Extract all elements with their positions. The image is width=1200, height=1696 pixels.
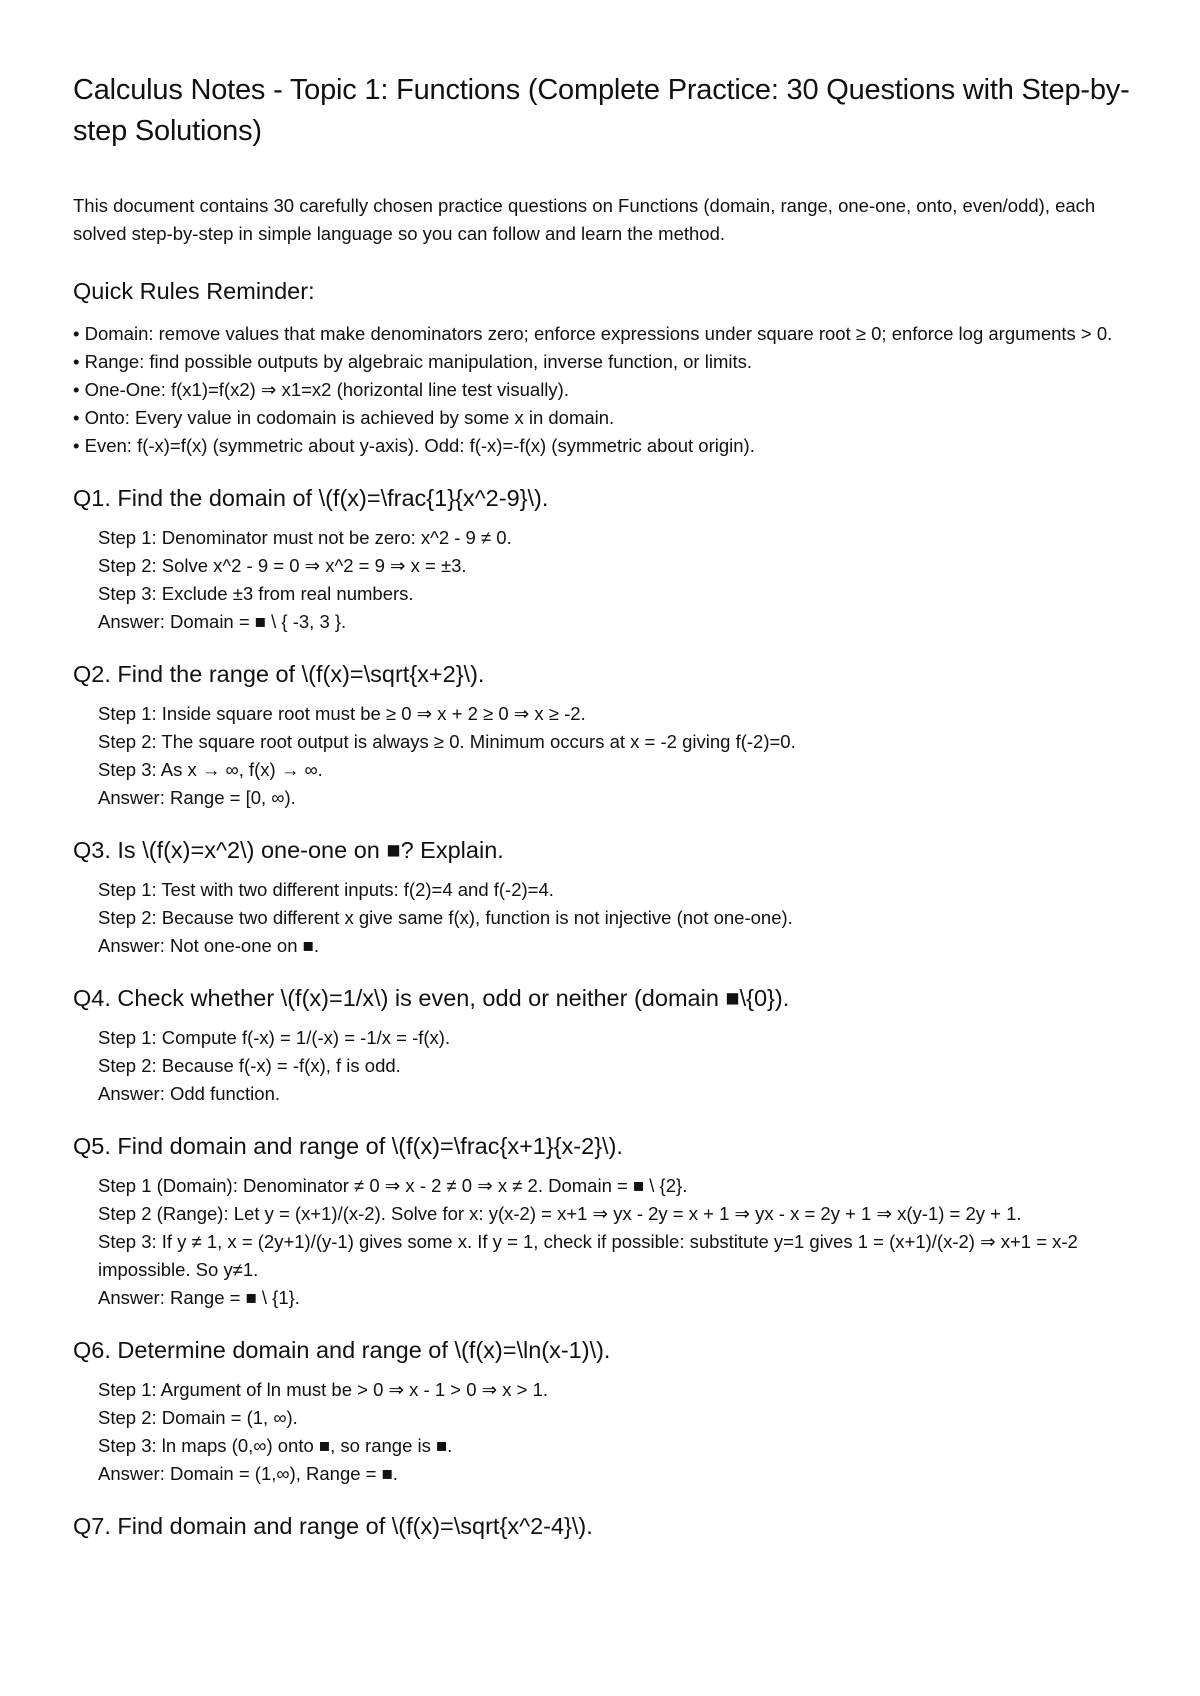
solution-step: Step 3: If y ≠ 1, x = (2y+1)/(y-1) gives some x. If y = 1, check if possible: substitute y=1 gives 1 = (x+1)/(x-2) ⇒ x+1 = x-2 impossible. So y≠1. [98, 1231, 1078, 1280]
question-title: Q3. Is \(f(x)=x^2\) one-one on ■? Explain. [73, 837, 504, 863]
solution-step: Step 1: Argument of ln must be > 0 ⇒ x - 1 > 0 ⇒ x > 1. [98, 1379, 549, 1400]
solution-step: Step 2: The square root output is always ≥ 0. Minimum occurs at x = -2 giving f(-2)=0. [98, 731, 796, 752]
solution-step: Step 2: Because two different x give same f(x), function is not injective (not one-one). [98, 907, 793, 928]
solution-answer: Answer: Domain = ■ \ { -3, 3 }. [98, 611, 347, 632]
solution-answer: Answer: Domain = (1,∞), Range = ■. [98, 1463, 398, 1484]
solution-step: Step 3: ln maps (0,∞) onto ■, so range is ■. [98, 1435, 453, 1456]
rule-item-domain: • Domain: remove values that make denominators zero; enforce expressions under square root ≥ 0; enforce log arguments > 0. [73, 323, 1113, 344]
solution-steps [73, 1376, 1134, 1488]
rule-item-one-one: • One-One: f(x1)=f(x2) ⇒ x1=x2 (horizontal line test visually). [73, 379, 569, 400]
solution-answer: Answer: Not one-one on ■. [98, 935, 319, 956]
solution-step: Step 2: Solve x^2 - 9 = 0 ⇒ x^2 = 9 ⇒ x = ±3. [98, 555, 467, 576]
solution-step: Step 1 (Domain): Denominator ≠ 0 ⇒ x - 2 ≠ 0 ⇒ x ≠ 2. Domain = ■ \ {2}. [98, 1175, 688, 1196]
solution-step: Step 2: Domain = (1, ∞). [98, 1407, 298, 1428]
question-1 [73, 483, 1134, 636]
question-title: Q1. Find the domain of \(f(x)=\frac{1}{x^2-9}\). [73, 485, 549, 511]
rule-item-onto: • Onto: Every value in codomain is achieved by some x in domain. [73, 407, 615, 428]
question-7 [73, 1511, 1134, 1541]
solution-step: Step 2 (Range): Let y = (x+1)/(x-2). Solve for x: y(x-2) = x+1 ⇒ yx - 2y = x + 1 ⇒ yx - x = 2y + 1 ⇒ x(y-1) = 2y + 1. [98, 1203, 1022, 1224]
solution-step: Step 2: Because f(-x) = -f(x), f is odd. [98, 1055, 401, 1076]
solution-step: Step 1: Denominator must not be zero: x^2 - 9 ≠ 0. [98, 527, 512, 548]
solution-steps [73, 876, 1134, 960]
solution-answer: Answer: Range = [0, ∞). [98, 787, 296, 808]
solution-steps [73, 1172, 1134, 1312]
solution-steps [73, 524, 1134, 636]
intro-paragraph: This document contains 30 carefully chosen practice questions on Functions (domain, range, one-one, onto, even/odd), each solved step-by-step in simple language so you can follow and learn the method. [73, 195, 1096, 244]
solution-steps [73, 700, 1134, 812]
question-2 [73, 659, 1134, 812]
question-6 [73, 1335, 1134, 1488]
question-5 [73, 1131, 1134, 1312]
question-title: Q7. Find domain and range of \(f(x)=\sqrt{x^2-4}\). [73, 1513, 593, 1539]
rule-item-even-odd: • Even: f(-x)=f(x) (symmetric about y-axis). Odd: f(-x)=-f(x) (symmetric about origin). [73, 435, 755, 456]
question-title: Q4. Check whether \(f(x)=1/x\) is even, odd or neither (domain ■\{0}). [73, 985, 790, 1011]
question-title: Q2. Find the range of \(f(x)=\sqrt{x+2}\). [73, 661, 485, 687]
document-title: Calculus Notes - Topic 1: Functions (Complete Practice: 30 Questions with Step-by-step Solutions) [73, 74, 1130, 147]
solution-answer: Answer: Range = ■ \ {1}. [98, 1287, 300, 1308]
solution-step: Step 3: As x → ∞, f(x) → ∞. [98, 759, 323, 780]
rules-list [73, 320, 1134, 460]
question-3 [73, 835, 1134, 960]
question-4 [73, 983, 1134, 1108]
rules-heading: Quick Rules Reminder: [73, 278, 315, 304]
solution-answer: Answer: Odd function. [98, 1083, 281, 1104]
rule-item-range: • Range: find possible outputs by algebraic manipulation, inverse function, or limits. [73, 351, 753, 372]
solution-step: Step 1: Test with two different inputs: f(2)=4 and f(-2)=4. [98, 879, 554, 900]
solution-step: Step 1: Inside square root must be ≥ 0 ⇒ x + 2 ≥ 0 ⇒ x ≥ -2. [98, 703, 586, 724]
solution-step: Step 1: Compute f(-x) = 1/(-x) = -1/x = -f(x). [98, 1027, 451, 1048]
solution-steps [73, 1024, 1134, 1108]
solution-step: Step 3: Exclude ±3 from real numbers. [98, 583, 414, 604]
question-title: Q5. Find domain and range of \(f(x)=\frac{x+1}{x-2}\). [73, 1133, 623, 1159]
question-title: Q6. Determine domain and range of \(f(x)=\ln(x-1)\). [73, 1337, 611, 1363]
